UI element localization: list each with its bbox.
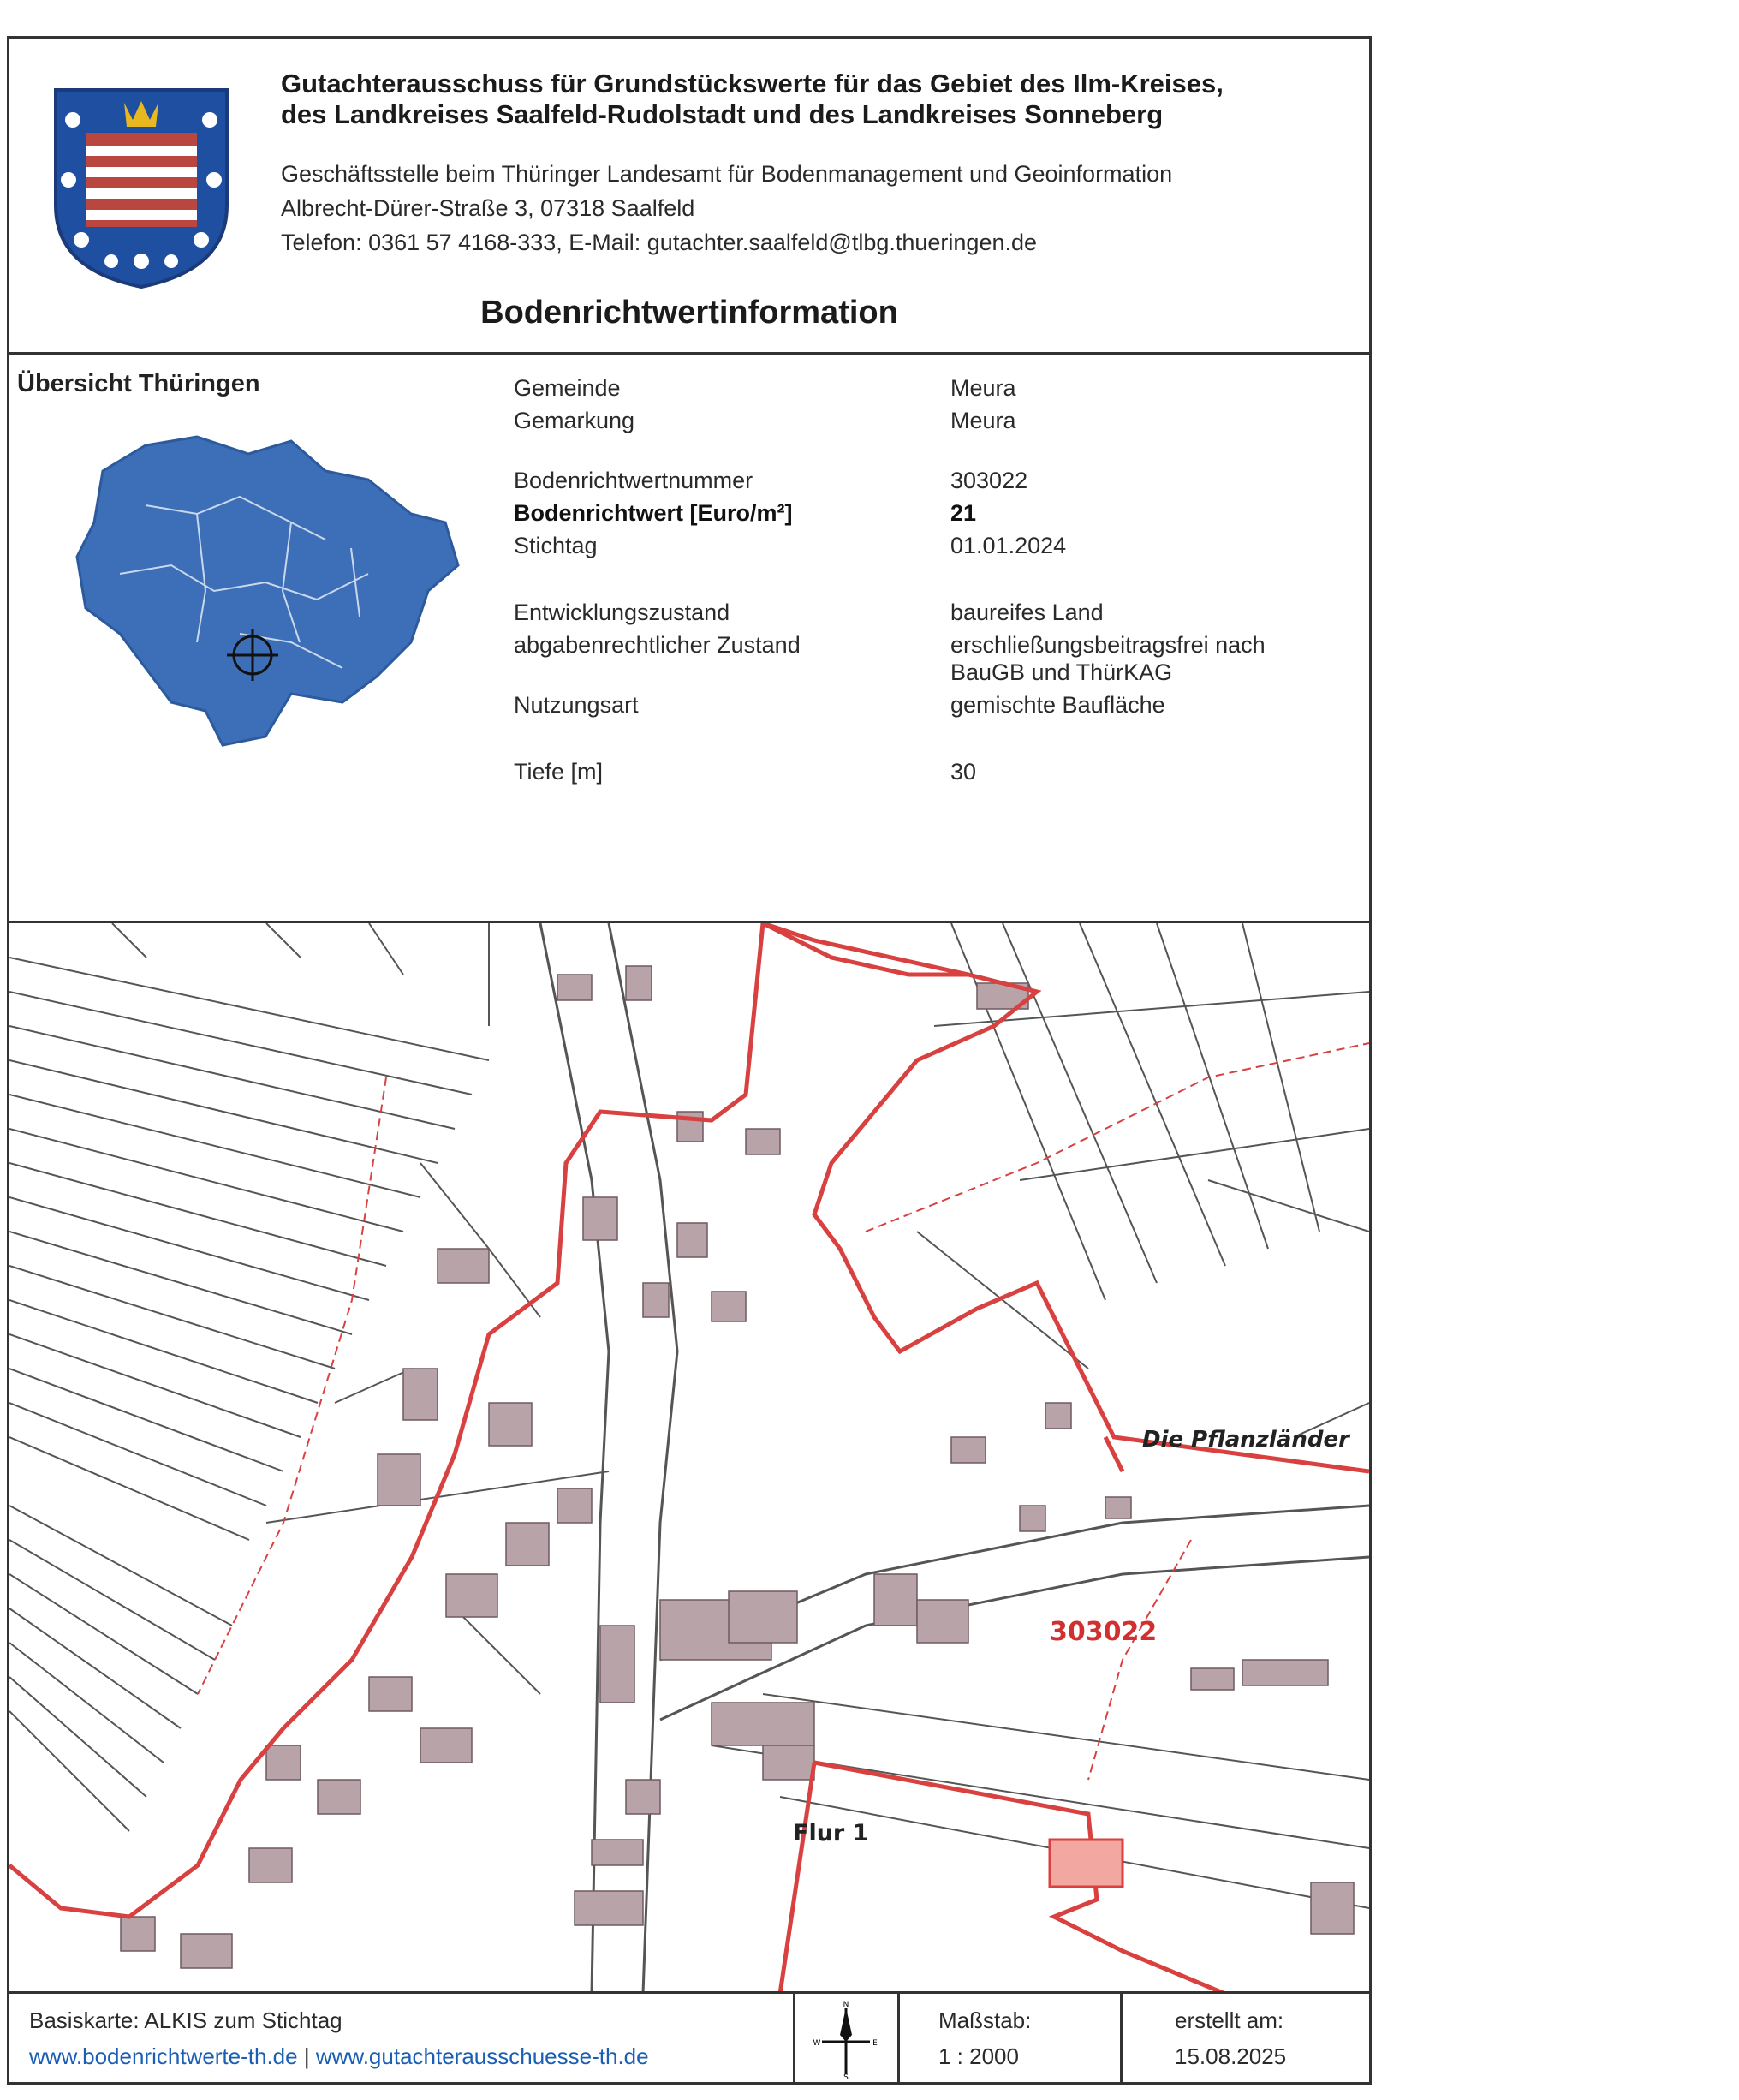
erstellt-value: 15.08.2025	[1175, 2043, 1287, 2069]
north-label: N	[843, 2001, 849, 2009]
map-label-flur: Flur 1	[793, 1820, 869, 1846]
thuringia-overview-map	[68, 420, 462, 754]
link-separator: |	[297, 2043, 316, 2069]
map-label-zone-number: 303022	[1050, 1617, 1158, 1647]
entwicklung-value: baureifes Land	[950, 600, 1104, 625]
document-title: Bodenrichtwertinformation	[480, 295, 898, 331]
erstellt-label: erstellt am:	[1175, 2008, 1284, 2033]
south-label: S	[843, 2073, 849, 2079]
north-arrow-icon	[812, 2001, 880, 2079]
footer-divider	[897, 1994, 900, 2085]
massstab-label: Maßstab:	[938, 2008, 1032, 2033]
footer	[7, 1991, 1372, 2085]
map-drawing	[9, 923, 1369, 1991]
stichtag-value: 01.01.2024	[950, 533, 1067, 558]
gemarkung-value: Meura	[950, 408, 1016, 433]
org-name-line-2: des Landkreises Saalfeld-Rudolstadt und des Landkreises Sonneberg	[281, 99, 1164, 129]
nutzung-value: gemischte Baufläche	[950, 692, 1165, 718]
address-line: Albrecht-Dürer-Straße 3, 07318 Saalfeld	[281, 195, 695, 221]
entwicklung-label: Entwicklungszustand	[514, 600, 730, 625]
link-gutachterausschuesse[interactable]: www.gutachterausschuesse-th.de	[315, 2043, 649, 2069]
buildings	[121, 966, 1354, 1968]
overview-label: Übersicht Thüringen	[17, 370, 260, 397]
abgaben-label: abgabenrechtlicher Zustand	[514, 632, 801, 658]
office-line: Geschäftsstelle beim Thüringer Landesamt für Bodenmanagement und Geoinformation	[281, 161, 1173, 187]
link-bodenrichtwerte[interactable]: www.bodenrichtwerte-th.de	[29, 2043, 298, 2069]
brw-label: Bodenrichtwert [Euro/m²]	[514, 500, 793, 526]
tiefe-label: Tiefe [m]	[514, 759, 604, 785]
brw-number-label: Bodenrichtwertnummer	[514, 468, 753, 493]
abgaben-value-line-1: erschließungsbeitragsfrei nach	[950, 632, 1266, 658]
brw-value: 21	[950, 500, 977, 526]
west-label: W	[813, 2039, 821, 2048]
massstab-value: 1 : 2000	[938, 2043, 1019, 2069]
zone-boundaries	[9, 923, 1369, 1991]
east-label: E	[872, 2039, 878, 2048]
nutzung-label: Nutzungsart	[514, 692, 639, 718]
header	[7, 36, 1372, 355]
footer-links	[29, 2043, 649, 2070]
gemeinde-value: Meura	[950, 375, 1016, 401]
tiefe-value: 30	[950, 759, 977, 785]
cadastral-map[interactable]	[9, 921, 1369, 1991]
thuringia-coat-of-arms	[51, 86, 231, 291]
gemeinde-label: Gemeinde	[514, 375, 621, 401]
footer-divider	[793, 1994, 795, 2085]
footer-divider	[1120, 1994, 1123, 2085]
org-name-line-1: Gutachterausschuss für Grundstückswerte für das Gebiet des Ilm-Kreises,	[281, 69, 1224, 98]
map-label-pflanzlaender: Die Pflanzländer	[1142, 1427, 1349, 1453]
highlight-parcel	[1050, 1840, 1123, 1887]
basiskarte-text: Basiskarte: ALKIS zum Stichtag	[29, 2008, 342, 2033]
contact-line: Telefon: 0361 57 4168-333, E-Mail: gutachter.saalfeld@tlbg.thueringen.de	[281, 230, 1038, 255]
abgaben-value-line-2: BauGB und ThürKAG	[950, 659, 1173, 685]
brw-number-value: 303022	[950, 468, 1028, 493]
gemarkung-label: Gemarkung	[514, 408, 635, 433]
stichtag-label: Stichtag	[514, 533, 598, 558]
